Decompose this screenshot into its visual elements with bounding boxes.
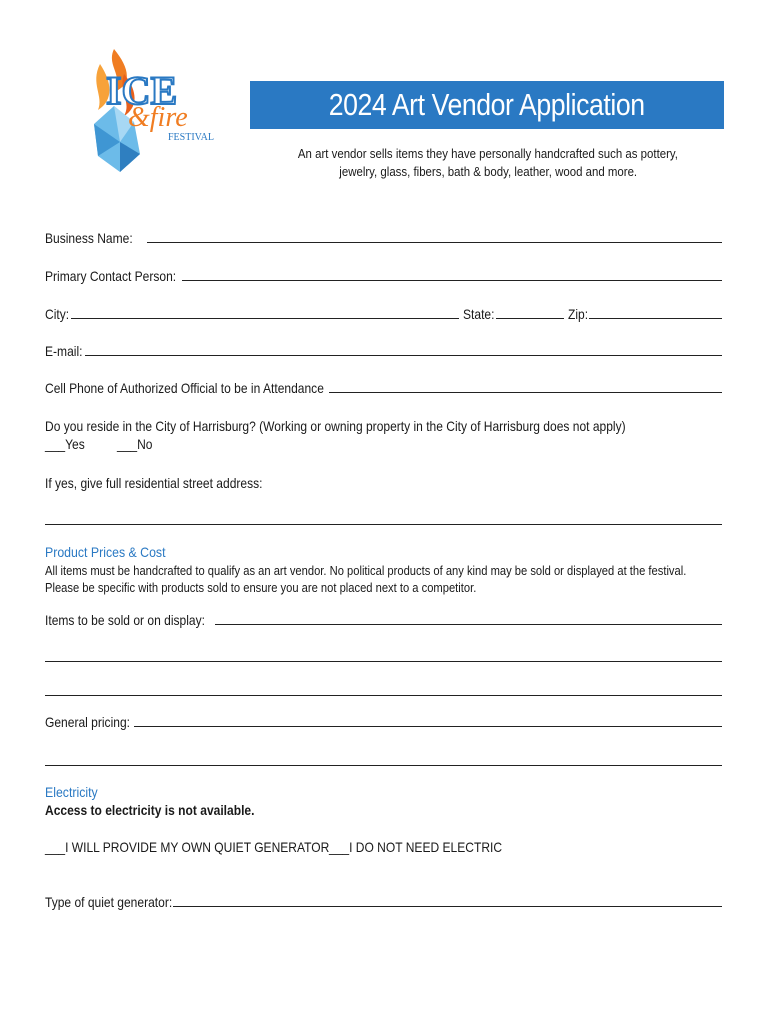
pricing-field[interactable]	[134, 726, 722, 727]
products-note: All items must be handcrafted to qualify as an art vendor. No political products of any kind may be sold or displayed at the festival. Please be specific with products sold to ensure you are not placed next to a competitor.	[45, 563, 687, 595]
primary-contact-field[interactable]	[182, 280, 723, 281]
generator-type-row	[45, 894, 722, 910]
items-field-line-2[interactable]	[45, 661, 722, 662]
pricing-row	[45, 714, 722, 730]
email-field[interactable]	[85, 355, 722, 356]
business-name-row	[45, 230, 722, 246]
business-name-label: Business Name:	[45, 230, 133, 246]
generator-type-label: Type of quiet generator:	[45, 894, 173, 910]
reside-no-option[interactable]: ___No	[117, 436, 153, 452]
zip-label: Zip:	[567, 306, 588, 322]
cell-phone-row	[45, 380, 722, 396]
pricing-label: General pricing:	[45, 714, 130, 730]
city-field[interactable]	[71, 318, 459, 319]
items-row	[45, 612, 722, 628]
reside-question: Do you reside in the City of Harrisburg? (Working or owning property in the City of Harrisburg does not apply)	[45, 418, 626, 434]
products-heading: Product Prices & Cost	[45, 544, 166, 560]
electricity-notice: Access to electricity is not available.	[45, 802, 255, 818]
primary-contact-row	[45, 268, 722, 284]
address-prompt: If yes, give full residential street address:	[45, 475, 263, 491]
intro-text: An art vendor sells items they have personally handcrafted such as pottery, jewelry, glass, fibers, bath & body, leather, wood and more.	[297, 146, 679, 179]
svg-text:FESTIVAL: FESTIVAL	[168, 132, 214, 143]
svg-text:&fire: &fire	[128, 102, 188, 133]
items-field-line-3[interactable]	[45, 695, 722, 696]
items-field[interactable]	[215, 624, 722, 625]
address-field[interactable]	[45, 524, 722, 525]
items-label: Items to be sold or on display:	[45, 612, 205, 628]
email-row	[45, 343, 722, 359]
generator-option[interactable]: ___I WILL PROVIDE MY OWN QUIET GENERATOR	[45, 839, 330, 855]
electricity-heading: Electricity	[45, 784, 98, 800]
email-label: E-mail:	[45, 343, 83, 359]
state-field[interactable]	[496, 318, 564, 319]
cell-phone-field[interactable]	[329, 392, 722, 393]
generator-type-field[interactable]	[173, 906, 722, 907]
cell-phone-label: Cell Phone of Authorized Official to be in Attendance	[45, 380, 324, 396]
pricing-field-line-2[interactable]	[45, 765, 722, 766]
zip-field[interactable]	[589, 318, 722, 319]
no-electric-option[interactable]: ___I DO NOT NEED ELECTRIC	[329, 839, 503, 855]
city-state-zip-row	[45, 306, 722, 322]
city-label: City:	[45, 306, 70, 322]
business-name-field[interactable]	[147, 242, 722, 243]
state-label: State:	[463, 306, 495, 322]
reside-yes-option[interactable]: ___Yes	[45, 436, 85, 452]
page-title: 2024 Art Vendor Application	[250, 81, 724, 129]
svg-text:ICE: ICE	[106, 68, 178, 113]
primary-contact-label: Primary Contact Person:	[45, 268, 177, 284]
ice-and-fire-festival-logo	[84, 44, 224, 176]
